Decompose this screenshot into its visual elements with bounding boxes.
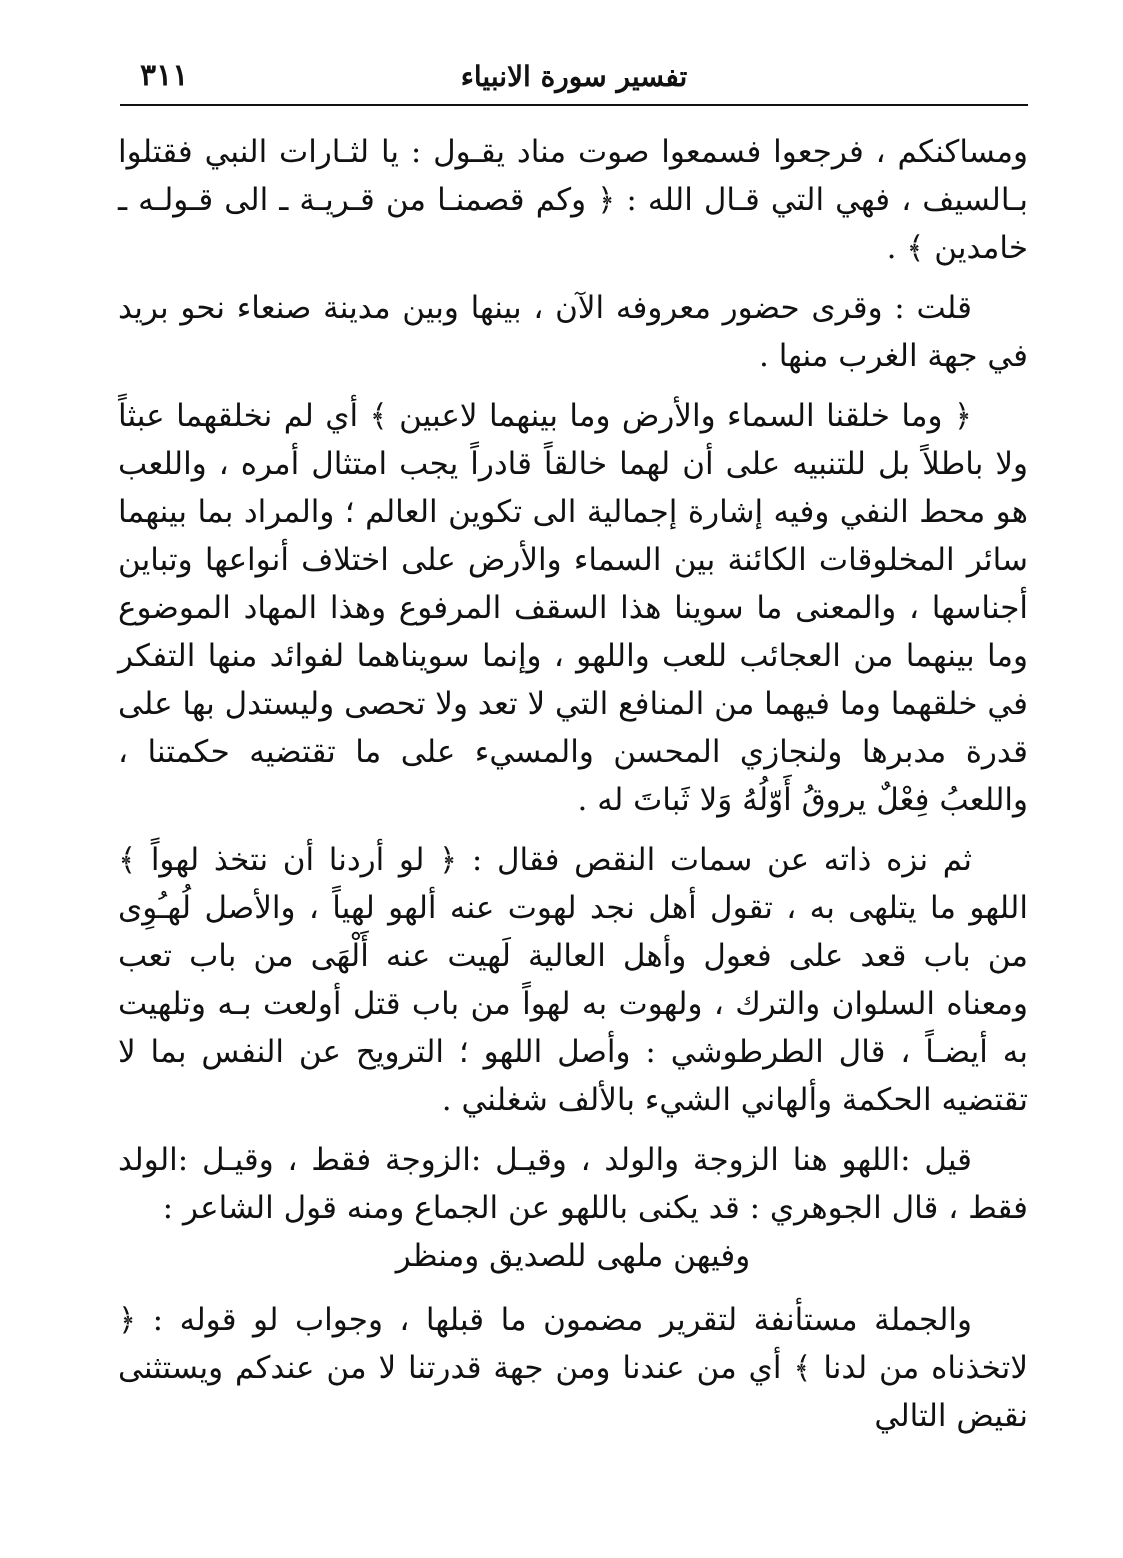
paragraph-6: والجملة مستأنفة لتقرير مضمون ما قبلها ، وجواب لو قوله : ﴿ لاتخذناه من لدنا ﴾ أي من عندنا ومن جهة قدرتنا لا من عندكم ويستثنى نقيض التالي — [118, 1302, 1028, 1434]
page-body — [118, 128, 1028, 1452]
running-title: تفسير سورة الانبياء — [460, 60, 688, 93]
paragraph-1: ومساكنكم ، فرجعوا فسمعوا صوت مناد يقـول : يا لثـارات النبي فقتلوا بـالسيف ، فهي التي قـال الله : ﴿ وكم قصمنـا من قـريـة ـ الى قـولـه ـ خامدين ﴾ . — [118, 134, 1028, 266]
poetry-verse: وفيهن ملهى للصديق ومنظر — [395, 1238, 751, 1274]
paragraph-5: قيل :اللهو هنا الزوجة والولد ، وقيـل :الزوجة فقط ، وقيـل :الولد فقط ، قال الجوهري : قد يكنى باللهو عن الجماع ومنه قول الشاعر : — [118, 1142, 1028, 1226]
page-header — [120, 56, 1028, 106]
paragraph-3: ﴿ وما خلقنا السماء والأرض وما بينهما لاعبين ﴾ أي لم نخلقهما عبثاً ولا باطلاً بل للتنبيه على أن لهما خالقاً قادراً يجب امتثال أمره ، واللعب هو محط النفي وفيه إشارة إجمالية الى تكوين العالم ؛ والمراد بما بينهما سائر المخلوقات الكائنة بين السماء والأرض على اختلاف أنواعها وتباين أجناسها ، والمعنى ما سوينا هذا السقف المرفوع وهذا المهاد الموضوع وما بينهما من العجائب للعب واللهو ، وإنما سويناهما لفوائد منها التفكر في خلقهما وما فيهما من المنافع التي لا تعد ولا تحصى وليستدل بها على قدرة مدبرها ولنجازي المحسن والمسيء على ما تقتضيه حكمتنا ، واللعبُ فِعْلٌ يروقُ أَوّلُهُ وَلا ثَباتَ له . — [117, 398, 1029, 818]
page-number: ٣١١ — [140, 58, 189, 93]
paragraph-2: قلت : وقرى حضور معروفه الآن ، بينها وبين مدينة صنعاء نحو بريد في جهة الغرب منها . — [118, 290, 1028, 374]
paragraph-4: ثم نزه ذاته عن سمات النقص فقال : ﴿ لو أردنا أن نتخذ لهواً ﴾ اللهو ما يتلهى به ، تقول أهل نجد لهوت عنه ألهو لهياً ، والأصل لُهـُوِى من باب قعد على فعول وأهل العالية لَهيت عنه أَلْهَى من باب تعب ومعناه السلوان والترك ، ولهوت به لهواً من باب قتل أولعت بـه وتلهيت به أيضـاً ، قال الطرطوشي : وأصل اللهو ؛ الترويح عن النفس بما لا تقتضيه الحكمة وألهاني الشيء بالألف شغلني . — [118, 842, 1028, 1118]
